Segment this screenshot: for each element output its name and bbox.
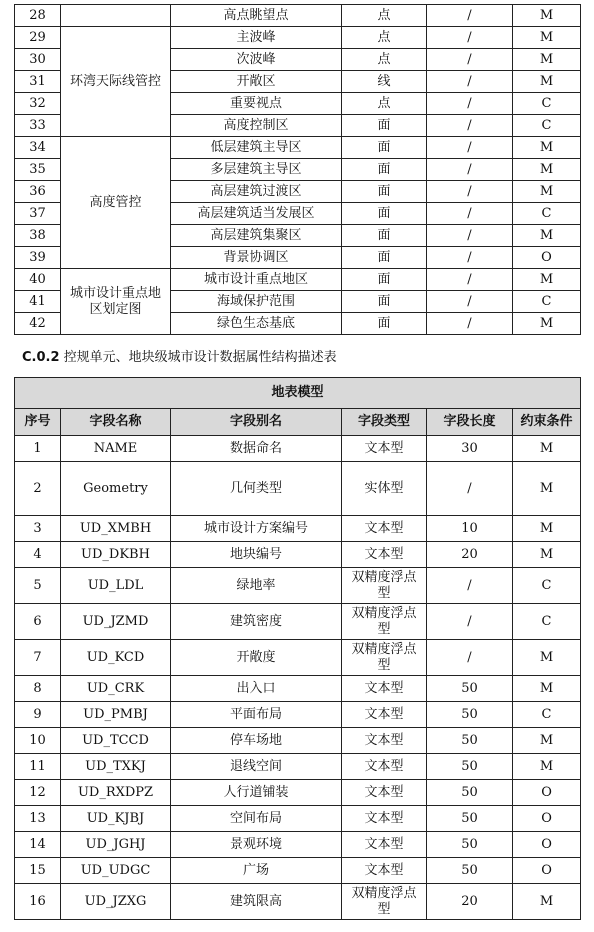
row-number: 16: [15, 884, 61, 920]
layer-name: 绿色生态基底: [171, 313, 342, 335]
field-length: /: [427, 115, 513, 137]
field-name: UD_LDL: [61, 568, 171, 604]
row-number: 39: [15, 247, 61, 269]
field-type: 实体型: [342, 462, 427, 516]
row-number: 15: [15, 858, 61, 884]
table-row: [15, 568, 581, 604]
header-cell: 约束条件: [513, 409, 581, 436]
field-type: 文本型: [342, 516, 427, 542]
field-length: 50: [427, 702, 513, 728]
field-alias: 地块编号: [171, 542, 342, 568]
constraint: M: [513, 49, 581, 71]
row-number: 41: [15, 291, 61, 313]
field-alias: 退线空间: [171, 754, 342, 780]
constraint: M: [513, 728, 581, 754]
layer-name: 高度控制区: [171, 115, 342, 137]
constraint: C: [513, 115, 581, 137]
field-length: /: [427, 225, 513, 247]
field-type: 文本型: [342, 858, 427, 884]
row-number: 29: [15, 27, 61, 49]
row-number: 37: [15, 203, 61, 225]
field-alias: 人行道铺装: [171, 780, 342, 806]
table-row: [15, 542, 581, 568]
field-name: UD_JZMD: [61, 604, 171, 640]
row-number: 38: [15, 225, 61, 247]
field-alias: 建筑限高: [171, 884, 342, 920]
attribute-structure-table: [14, 377, 581, 920]
field-length: 50: [427, 754, 513, 780]
field-type: 文本型: [342, 702, 427, 728]
row-number: 7: [15, 640, 61, 676]
table-row: [15, 5, 581, 27]
field-length: /: [427, 5, 513, 27]
geometry-type: 线: [342, 71, 427, 93]
field-alias: 建筑密度: [171, 604, 342, 640]
row-number: 30: [15, 49, 61, 71]
table-row: [15, 462, 581, 516]
field-alias: 开敞度: [171, 640, 342, 676]
row-number: 4: [15, 542, 61, 568]
field-name: UD_JGHJ: [61, 832, 171, 858]
field-name: UD_XMBH: [61, 516, 171, 542]
table-row: [15, 728, 581, 754]
geometry-type: 面: [342, 291, 427, 313]
constraint: M: [513, 5, 581, 27]
constraint: M: [513, 462, 581, 516]
geometry-type: 面: [342, 115, 427, 137]
field-type: 文本型: [342, 780, 427, 806]
field-alias: 数据命名: [171, 436, 342, 462]
constraint: M: [513, 542, 581, 568]
table-row: [15, 832, 581, 858]
row-number: 11: [15, 754, 61, 780]
field-type: 文本型: [342, 436, 427, 462]
field-alias: 景观环境: [171, 832, 342, 858]
constraint: C: [513, 203, 581, 225]
group-cell: 城市设计重点地区划定图: [61, 269, 171, 335]
geometry-type: 面: [342, 269, 427, 291]
field-length: /: [427, 49, 513, 71]
table-row: [15, 516, 581, 542]
constraint: M: [513, 676, 581, 702]
field-length: 50: [427, 676, 513, 702]
field-type: 文本型: [342, 728, 427, 754]
constraint: M: [513, 71, 581, 93]
constraint: C: [513, 702, 581, 728]
geometry-type: 点: [342, 93, 427, 115]
layer-name: 海域保护范围: [171, 291, 342, 313]
constraint: O: [513, 832, 581, 858]
table-caption: [22, 346, 337, 365]
geometry-type: 面: [342, 247, 427, 269]
row-number: 13: [15, 806, 61, 832]
group-cell-empty: [61, 5, 171, 27]
header-cell: 字段长度: [427, 409, 513, 436]
group-cell: 环湾天际线管控: [61, 27, 171, 137]
field-name: UD_JZXG: [61, 884, 171, 920]
field-length: /: [427, 159, 513, 181]
row-number: 28: [15, 5, 61, 27]
table-row: [15, 884, 581, 920]
row-number: 14: [15, 832, 61, 858]
field-length: /: [427, 640, 513, 676]
field-alias: 平面布局: [171, 702, 342, 728]
caption-text: 控规单元、地块级城市设计数据属性结构描述表: [59, 350, 337, 365]
header-cell: 序号: [15, 409, 61, 436]
field-length: /: [427, 71, 513, 93]
field-type: 文本型: [342, 806, 427, 832]
row-number: 10: [15, 728, 61, 754]
field-length: /: [427, 313, 513, 335]
constraint: C: [513, 291, 581, 313]
geometry-type: 面: [342, 225, 427, 247]
field-length: /: [427, 27, 513, 49]
field-type: 双精度浮点型: [342, 604, 427, 640]
geometry-type: 点: [342, 49, 427, 71]
field-length: 10: [427, 516, 513, 542]
field-alias: 空间布局: [171, 806, 342, 832]
geometry-type: 面: [342, 159, 427, 181]
row-number: 42: [15, 313, 61, 335]
layer-name: 多层建筑主导区: [171, 159, 342, 181]
constraint: M: [513, 269, 581, 291]
field-name: UD_DKBH: [61, 542, 171, 568]
field-length: 50: [427, 780, 513, 806]
field-length: /: [427, 203, 513, 225]
row-number: 5: [15, 568, 61, 604]
row-number: 33: [15, 115, 61, 137]
constraint: M: [513, 754, 581, 780]
field-length: /: [427, 181, 513, 203]
constraint: M: [513, 436, 581, 462]
geometry-type: 面: [342, 181, 427, 203]
caption-code: C.0.2: [22, 350, 60, 365]
table-row: [15, 436, 581, 462]
constraint: M: [513, 640, 581, 676]
field-length: /: [427, 568, 513, 604]
table-row: [15, 269, 581, 291]
constraint: C: [513, 604, 581, 640]
layer-name: 城市设计重点地区: [171, 269, 342, 291]
layer-list-body: [15, 5, 581, 335]
row-number: 2: [15, 462, 61, 516]
table-row: [15, 676, 581, 702]
attribute-rows: [15, 436, 581, 920]
table-row: [15, 27, 581, 49]
field-alias: 出入口: [171, 676, 342, 702]
layer-name: 主波峰: [171, 27, 342, 49]
layer-name: 开敞区: [171, 71, 342, 93]
header-cell: 字段名称: [61, 409, 171, 436]
geometry-type: 面: [342, 313, 427, 335]
row-number: 36: [15, 181, 61, 203]
table-row: [15, 780, 581, 806]
geometry-type: 点: [342, 5, 427, 27]
field-length: /: [427, 604, 513, 640]
field-name: UD_CRK: [61, 676, 171, 702]
field-length: 30: [427, 436, 513, 462]
constraint: C: [513, 93, 581, 115]
layer-name: 高点眺望点: [171, 5, 342, 27]
field-name: UD_PMBJ: [61, 702, 171, 728]
field-length: 50: [427, 832, 513, 858]
constraint: C: [513, 568, 581, 604]
field-length: /: [427, 137, 513, 159]
field-type: 文本型: [342, 754, 427, 780]
constraint: M: [513, 181, 581, 203]
layer-name: 背景协调区: [171, 247, 342, 269]
layer-name: 高层建筑过渡区: [171, 181, 342, 203]
field-alias: 几何类型: [171, 462, 342, 516]
field-length: 20: [427, 542, 513, 568]
constraint: M: [513, 137, 581, 159]
row-number: 40: [15, 269, 61, 291]
model-title: 地表模型: [15, 378, 581, 409]
field-length: 50: [427, 728, 513, 754]
header-row: [15, 409, 581, 436]
constraint: M: [513, 884, 581, 920]
field-length: /: [427, 269, 513, 291]
field-length: 50: [427, 806, 513, 832]
field-type: 文本型: [342, 832, 427, 858]
row-number: 8: [15, 676, 61, 702]
row-number: 9: [15, 702, 61, 728]
table-row: [15, 640, 581, 676]
field-alias: 城市设计方案编号: [171, 516, 342, 542]
field-type: 文本型: [342, 542, 427, 568]
field-type: 双精度浮点型: [342, 568, 427, 604]
field-length: /: [427, 462, 513, 516]
field-name: UD_RXDPZ: [61, 780, 171, 806]
constraint: O: [513, 247, 581, 269]
layer-name: 低层建筑主导区: [171, 137, 342, 159]
layer-name: 次波峰: [171, 49, 342, 71]
row-number: 6: [15, 604, 61, 640]
field-name: Geometry: [61, 462, 171, 516]
table-row: [15, 806, 581, 832]
row-number: 32: [15, 93, 61, 115]
field-name: UD_UDGC: [61, 858, 171, 884]
row-number: 31: [15, 71, 61, 93]
field-name: UD_KJBJ: [61, 806, 171, 832]
row-number: 1: [15, 436, 61, 462]
row-number: 3: [15, 516, 61, 542]
geometry-type: 面: [342, 137, 427, 159]
field-alias: 绿地率: [171, 568, 342, 604]
geometry-type: 点: [342, 27, 427, 49]
layer-name: 高层建筑集聚区: [171, 225, 342, 247]
geometry-type: 面: [342, 203, 427, 225]
constraint: O: [513, 806, 581, 832]
table-row: [15, 858, 581, 884]
field-type: 双精度浮点型: [342, 884, 427, 920]
table-row: [15, 604, 581, 640]
header-cell: 字段类型: [342, 409, 427, 436]
field-name: UD_TXKJ: [61, 754, 171, 780]
field-name: UD_KCD: [61, 640, 171, 676]
field-name: UD_TCCD: [61, 728, 171, 754]
constraint: M: [513, 516, 581, 542]
row-number: 34: [15, 137, 61, 159]
field-alias: 停车场地: [171, 728, 342, 754]
field-type: 双精度浮点型: [342, 640, 427, 676]
field-alias: 广场: [171, 858, 342, 884]
layer-name: 高层建筑适当发展区: [171, 203, 342, 225]
constraint: M: [513, 27, 581, 49]
field-length: 50: [427, 858, 513, 884]
field-name: NAME: [61, 436, 171, 462]
row-number: 35: [15, 159, 61, 181]
header-cell: 字段别名: [171, 409, 342, 436]
constraint: M: [513, 225, 581, 247]
field-type: 文本型: [342, 676, 427, 702]
table-row: [15, 754, 581, 780]
layer-name: 重要视点: [171, 93, 342, 115]
table-row: [15, 702, 581, 728]
constraint: O: [513, 780, 581, 806]
group-cell: 高度管控: [61, 137, 171, 269]
constraint: M: [513, 313, 581, 335]
field-length: /: [427, 247, 513, 269]
constraint: M: [513, 159, 581, 181]
field-length: /: [427, 93, 513, 115]
constraint: O: [513, 858, 581, 884]
field-length: /: [427, 291, 513, 313]
table-row: [15, 137, 581, 159]
field-length: 20: [427, 884, 513, 920]
layer-list-table: [14, 4, 581, 335]
row-number: 12: [15, 780, 61, 806]
